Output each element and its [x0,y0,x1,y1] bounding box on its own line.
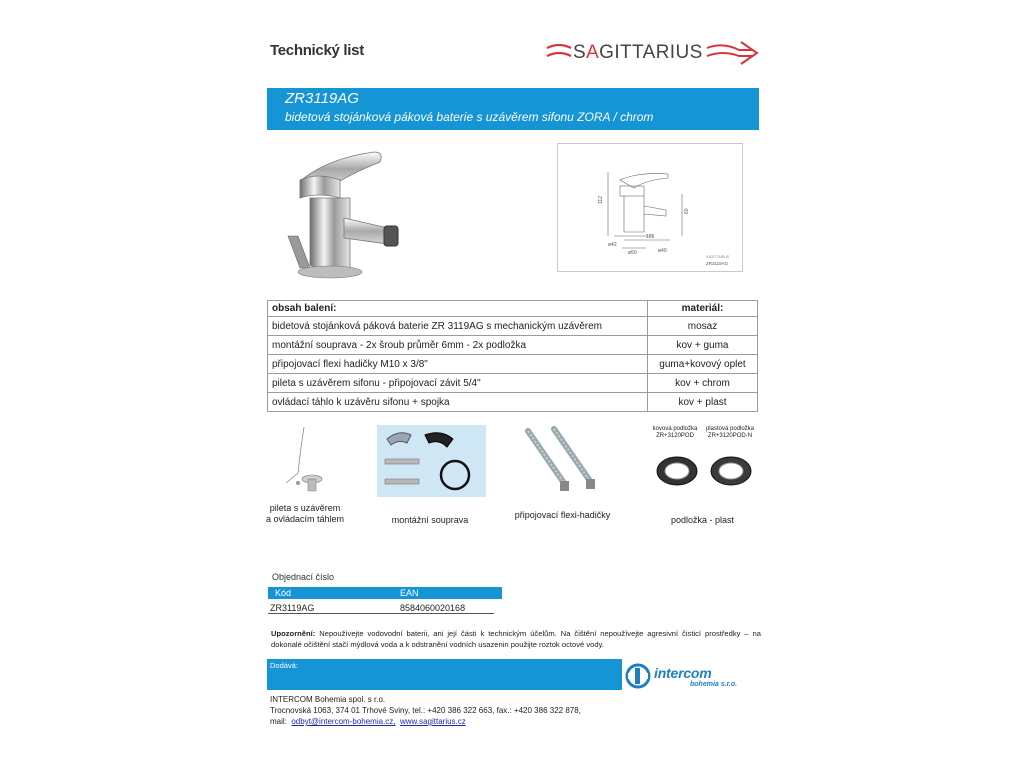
supplier-label: Dodává: [270,661,298,670]
table-cell-material: kov + plast [648,393,758,412]
dim-height-label: 112 [598,196,604,204]
table-cell-item: ovládací táhlo k uzávěru sifonu + spojka [268,393,648,412]
intercom-logo-text: intercom [654,665,712,681]
mounting-kit-image-icon [377,425,486,497]
table-cell-material: kov + chrom [648,374,758,393]
dim-outlet-label: ø40 [658,248,667,254]
product-description: bidetová stojánková páková baterie s uzávěrem sifonu ZORA / chrom [285,110,654,124]
dim-spout-label: 60 [684,208,690,214]
order-ean-value: 8584060020168 [400,603,466,613]
faucet-image-icon [270,140,410,285]
table-cell-material: mosaz [648,317,758,336]
dim-length-label: 125 [646,234,655,240]
table-cell-item: montážní souprava - 2x šroub průměr 6mm - 2x podložka [268,336,648,355]
supplier-address [270,694,581,727]
table-cell-material: guma+kovový oplet [648,355,758,374]
table-cell-material: kov + guma [648,336,758,355]
page-title: Technický list [270,42,364,59]
contact-line: mail: odbyt@intercom-bohemia.cz, www.sagittarius.cz [270,717,466,726]
washers-panel [649,423,757,500]
technical-drawing [557,143,743,272]
intercom-logo-icon [624,660,656,692]
product-model: ZR3119AG [285,90,359,107]
caption-drain: pileta s uzávěrem a ovládacím táhlem [265,503,345,524]
table-cell-item: bidetová stojánková páková baterie ZR 3119AG s mechanickým uzávěrem [268,317,648,336]
drawing-lines-icon [558,144,742,271]
order-col-ean: EAN [400,588,419,598]
warning-text: Upozornění: Nepoužívejte vodovodní baterii, ani její části k technickým účelům. Na čištění nepoužívejte agresivní čisticí prostředky – na dokonalé očištění stačí mýdlová voda a k odstranění vodních usazenin použijte roztok octové vody. [271,629,761,649]
table-row [268,374,758,393]
table-cell-item: pileta s uzávěrem sifonu - připojovací závit 5/4" [268,374,648,393]
washers-image-icon [649,447,757,500]
order-title: Objednací číslo [272,572,335,582]
company-address: Trocnovská 1063, 374 01 Trhové Sviny, tel.: +420 386 322 663, fax.: +420 386 322 878, [270,706,581,715]
order-code-value: ZR3119AG [270,603,315,613]
podlozka-plastic-label: plastová podložka ZR+3120POD-N [705,426,755,439]
dim-hole-label: ø50 [628,250,637,256]
table-header-row [268,301,758,317]
caption-washer: podložka - plast [670,515,735,525]
table-row [268,355,758,374]
website-link[interactable]: www.sagittarius.cz [399,717,466,726]
company-name: INTERCOM Bohemia spol. s r.o. [270,695,386,704]
contents-table [267,300,758,412]
dim-base-label: ø42 [608,242,617,248]
order-header-bar [268,587,502,599]
flexi-hoses-image-icon [514,425,610,497]
table-row [268,336,758,355]
caption-mounting-kit: montážní souprava [391,515,469,525]
table-header-contents: obsah balení: [268,301,648,317]
table-row [268,393,758,412]
drain-pileta-image-icon [268,423,342,500]
table-cell-item: připojovací flexi hadičky M10 x 3/8" [268,355,648,374]
order-divider [268,613,494,614]
email-link[interactable]: odbyt@intercom-bohemia.cz, [291,717,396,726]
brand-name: SAGITTARIUS [573,42,703,63]
drawing-model-label: ZR3119AG [706,261,729,266]
order-col-code: Kód [275,588,292,598]
table-row [268,317,758,336]
caption-flexi-hoses: připojovací flexi-hadičky [514,510,611,520]
drawing-brand-tiny: SAGITTARIUS [706,255,730,259]
intercom-logo-sub: bohemia s.r.o. [690,681,738,688]
podlozka-metal-label: kovová podložka ZR+3120POD [652,426,698,439]
table-header-material: materiál: [648,301,758,317]
